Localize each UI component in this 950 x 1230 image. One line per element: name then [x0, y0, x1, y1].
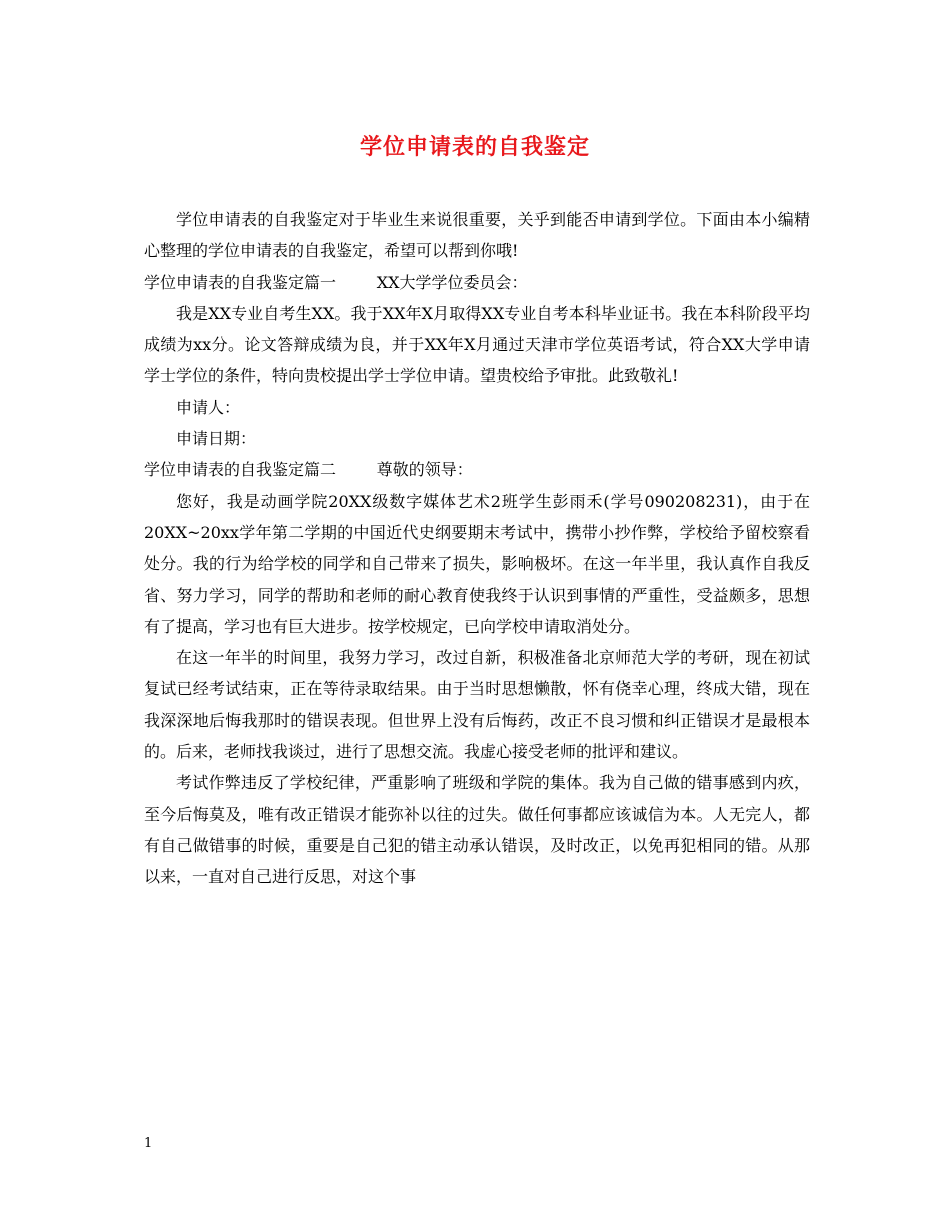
- paragraph-discipline: 考试作弊违反了学校纪律，严重影响了班级和学院的集体。我为自己做的错事感到内疚，至今后悔莫及，唯有改正错误才能弥补以往的过失。做任何事都应该诚信为本。人无完人，都有自己做错事的时候，重要是自己犯的错主动承认错误，及时改正，以免再犯相同的错。从那以来，一直对自己进行反思，对这个事: [144, 773, 810, 887]
- page-number: 1: [144, 1136, 153, 1151]
- document-body: [144, 204, 810, 893]
- section-heading-2: 学位申请表的自我鉴定篇二 尊敬的领导：: [144, 460, 473, 480]
- application-date-label: 申请日期：: [176, 429, 257, 449]
- paragraph-reflection: 在这一年半的时间里，我努力学习，改过自新，积极准备北京师范大学的考研，现在初试复试已经考试结束，正在等待录取结果。由于当时思想懒散，怀有侥幸心理，终成大错，现在我深深地后悔我那时的错误表现。但世界上没有后悔药，改正不良习惯和纠正错误才是最根本的。后来，老师找我谈过，进行了思想交流。我虚心接受老师的批评和建议。: [144, 648, 810, 762]
- applicant-label: 申请人：: [176, 397, 241, 417]
- document-title: 学位申请表的自我鉴定: [359, 134, 590, 160]
- paragraph-intro: 学位申请表的自我鉴定对于毕业生来说很重要，关乎到能否申请到学位。下面由本小编精心整理的学位申请表的自我鉴定，希望可以帮到你哦!: [144, 210, 810, 261]
- paragraph-application: 我是XX专业自考生XX。我于XX年X月取得XX专业自考本科毕业证书。我在本科阶段平均成绩为xx分。论文答辩成绩为良，并于XX年X月通过天津市学位英语考试，符合XX大学申请学士学位的条件，特向贵校提出学士学位申请。望贵校给予审批。此致敬礼!: [144, 303, 810, 386]
- paragraph-greeting: 您好，我是动画学院20XX级数字媒体艺术2班学生彭雨禾(学号090208231)，由于在20XX~20xx学年第二学期的中国近代史纲要期末考试中，携带小抄作弊，学校给予留校察看处分。我的行为给学校的同学和自己带来了损失，影响极坏。在这一年半里，我认真作自我反省、努力学习，同学的帮助和老师的耐心教育使我终于认识到事情的严重性，受益颇多，思想有了提高，学习也有巨大进步。按学校规定，已向学校申请取消处分。: [144, 491, 810, 636]
- section-heading-1: 学位申请表的自我鉴定篇一 XX大学学位委员会：: [144, 272, 528, 292]
